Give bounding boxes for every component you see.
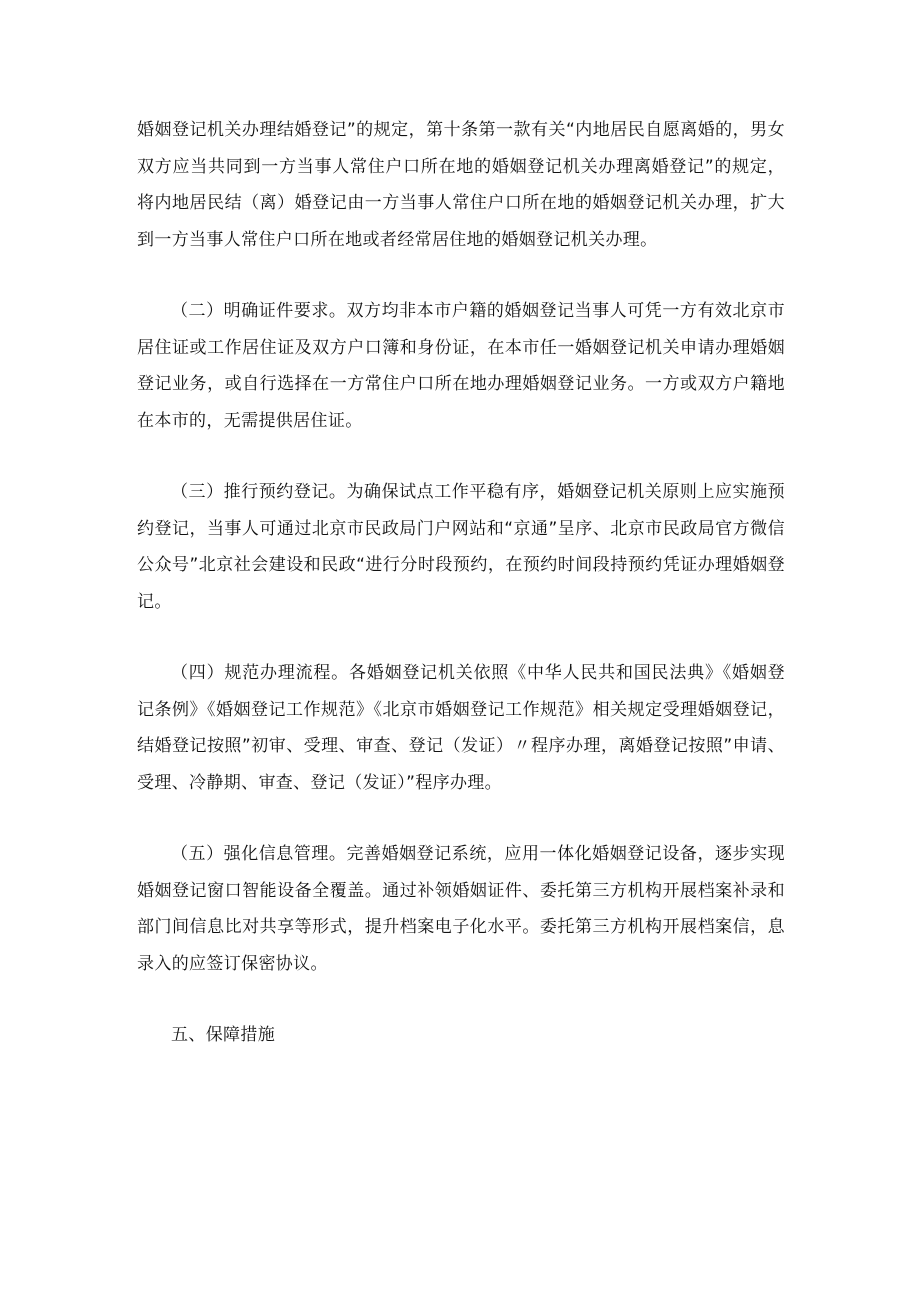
document-body — [137, 112, 785, 1054]
paragraph-continued: 婚姻登记机关办理结婚登记”的规定，第十条第一款有关“内地居民自愿离婚的，男女双方应当共同到一方当事人常住户口所在地的婚姻登记机关办理离婚登记”的规定，将内地居民结（离）婚登记由一方当事人常住户口所在地的婚姻登记机关办理，扩大到一方当事人常住户口所在地或者经常居住地的婚姻登记机关办理。 — [137, 120, 785, 250]
paragraph-information-management: （五）强化信息管理。完善婚姻登记系统，应用一体化婚姻登记设备，逐步实现婚姻登记窗口智能设备全覆盖。通过补领婚姻证件、委托第三方机构开展档案补录和部门间信息比对共享等形式，提升档案电子化水平。委托第三方机构开展档案信，息录入的应签订保密协议。 — [137, 844, 785, 974]
paragraph-standardize-process: （四）规范办理流程。各婚姻登记机关依照《中华人民共和国民法典》《婚姻登记条例》《婚姻登记工作规范》《北京市婚姻登记工作规范》相关规定受理婚姻登记，结婚登记按照”初审、受理、审查、登记（发证）〃程序办理，离婚登记按照”申请、受理、冷静期、审查、登记（发证）”程序办理。 — [137, 663, 785, 793]
paragraph-clarify-documents: （二）明确证件要求。双方均非本市户籍的婚姻登记当事人可凭一方有效北京市居住证或工作居住证及双方户口簿和身份证，在本市任一婚姻登记机关申请办理婚姻登记业务，或自行选择在一方常住户口所在地办理婚姻登记业务。一方或双方户籍地在本市的，无需提供居住证。 — [137, 301, 785, 431]
section-heading: 五、保障措施 — [171, 1025, 276, 1045]
paragraph-appointment-registration: （三）推行预约登记。为确保试点工作平稳有序，婚姻登记机关原则上应实施预约登记，当事人可通过北京市民政局门户网站和“京通”呈序、北京市民政局官方微信公众号”北京社会建设和民政“进行分时段预约，在预约时间段持预约凭证办理婚姻登记。 — [137, 482, 785, 612]
